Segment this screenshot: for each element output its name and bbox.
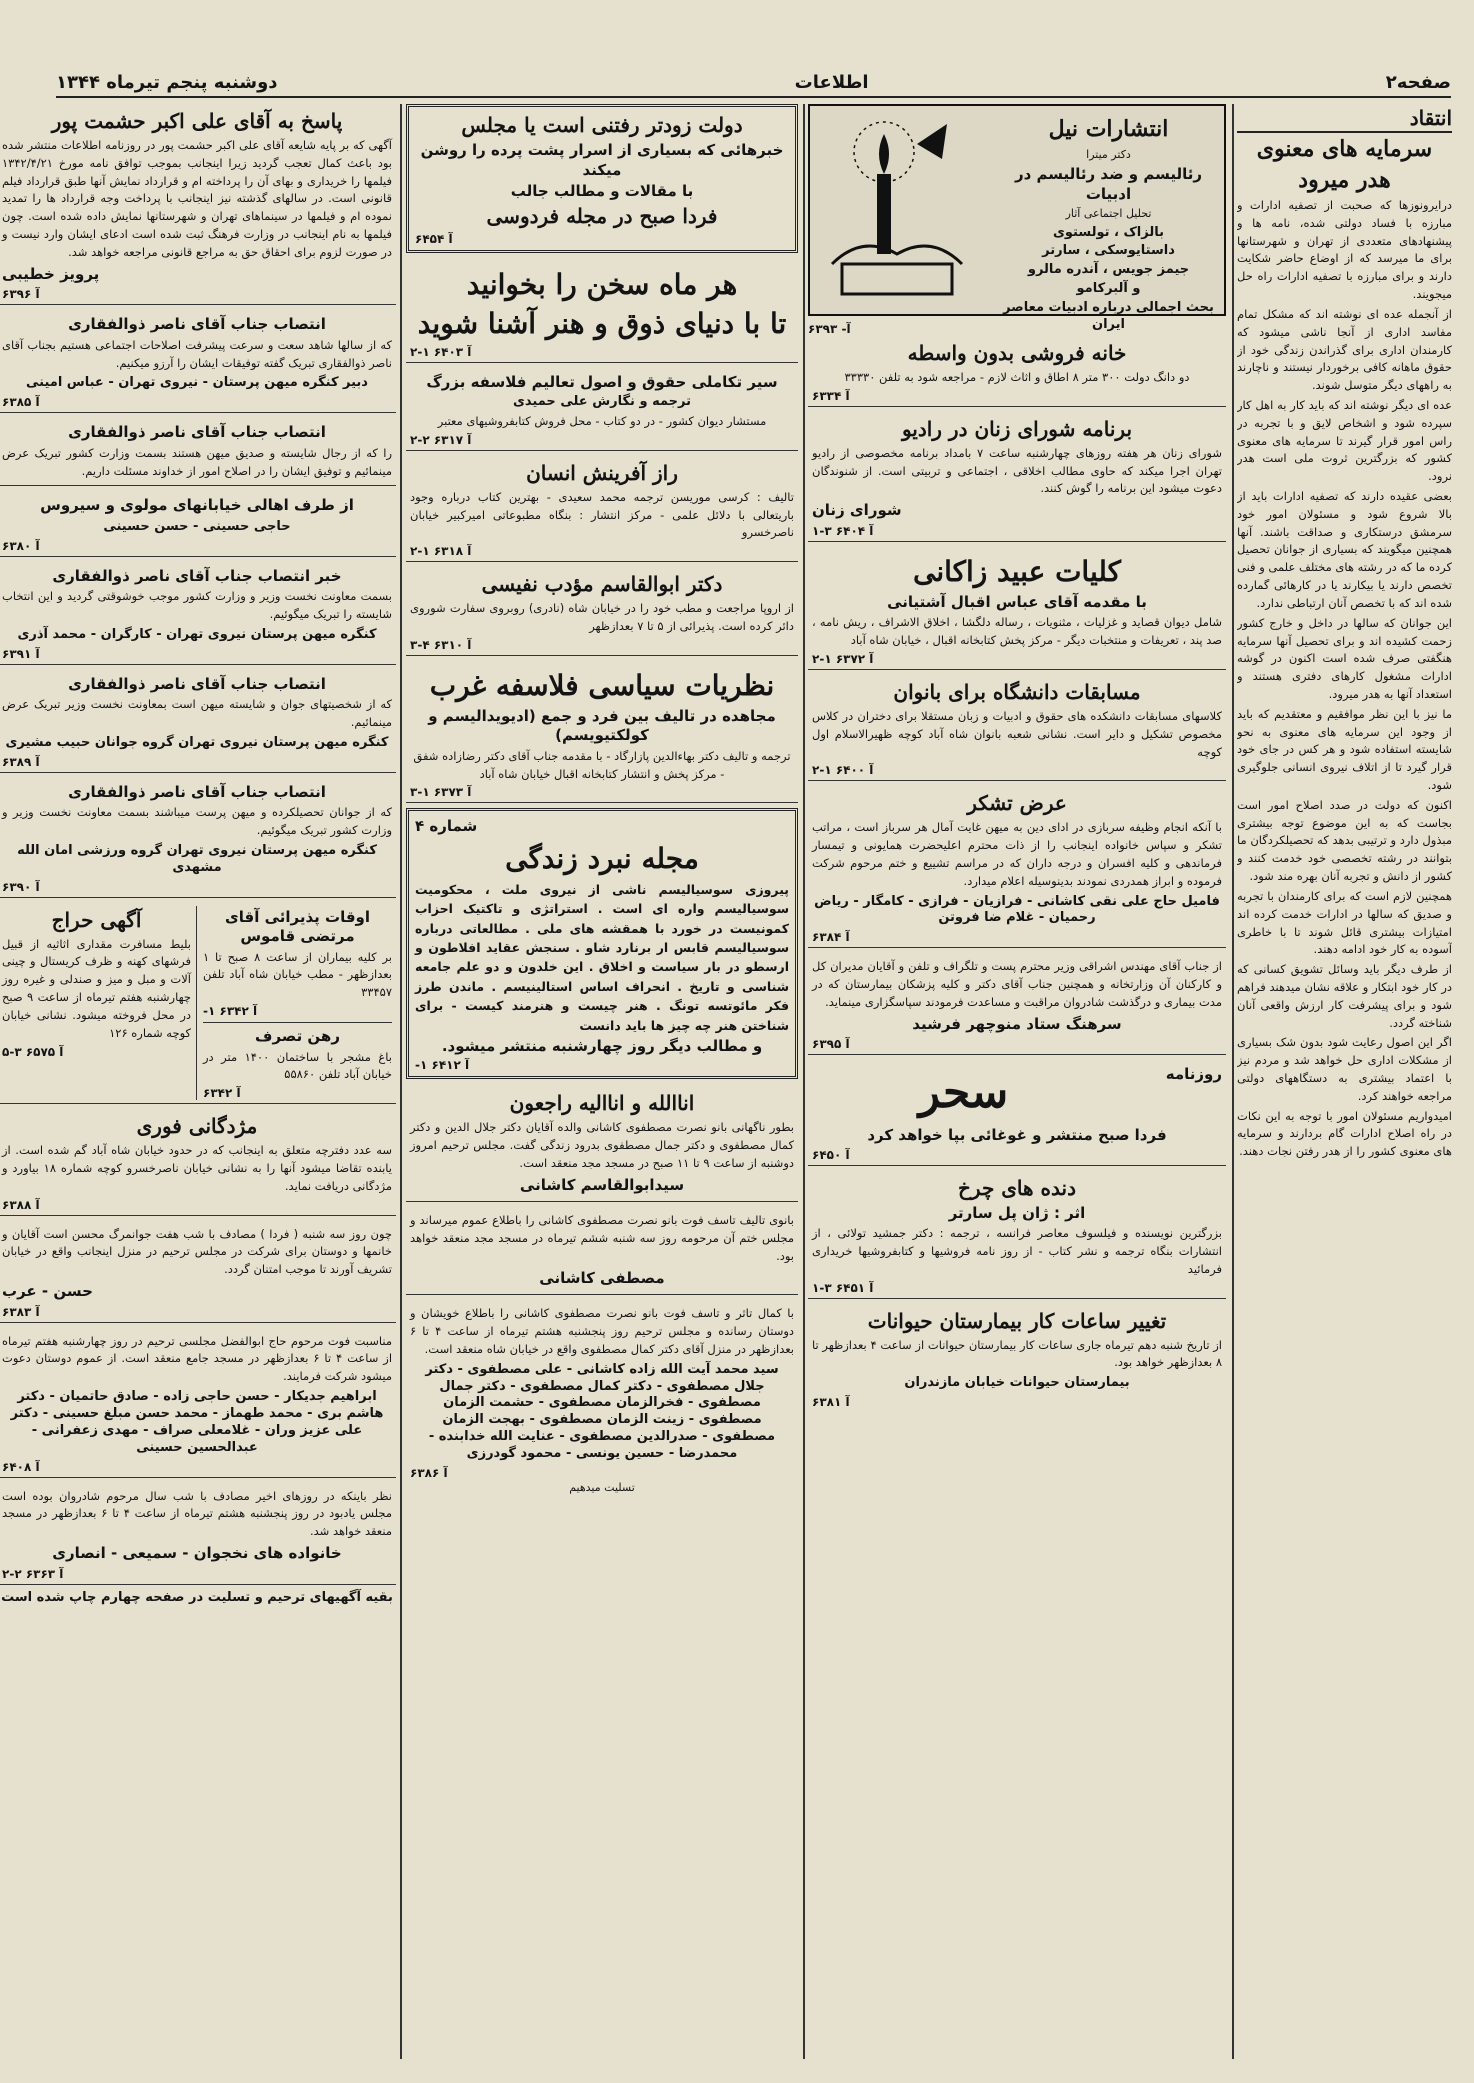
ad-code: آ ۶۳۶۳ ۲-۲	[2, 1566, 64, 1581]
article-paragraph: درایرونوزها که صحبت از تصفیه ادارات و مبارزه با فساد دولتی شده، نامه ها و پیشنهادهای متعددی از تهران و شهرستانها برای ما میرسد که از اوضاع حاضر شکایت دارند و برای مبارزه با تصفیه ادارات راه حل میجویند.	[1237, 198, 1452, 302]
ad-zoo-title: تغییر ساعات کار بیمارستان حیوانات	[867, 1308, 1167, 1333]
column-ads-3	[406, 104, 798, 2059]
obit3-foot: تسلیت میدهیم	[569, 1481, 635, 1495]
ad-code: آ ۶۴۱۲ ۱-	[415, 1058, 470, 1073]
obit3-text: با کمال تاثر و تاسف فوت بانو نصرت مصطفوی کاشانی را باطلاع خویشان و دوستان رسانده و مجلس ترحیم روز پنجشنبه هشتم تیرماه از ساعت ۴ تا ۶ بعدازظهر در منزل آقای دکتر کمال مصطفوی واقع در خیابان شاه منعقد است.	[410, 1306, 795, 1356]
rent-text: باغ مشجر با ساختمان ۱۴۰۰ متر در خیابان آباد تلفن ۵۵۸۶۰	[203, 1049, 392, 1082]
ad-a3-sub: ترجمه و نگارش علی حمیدی	[512, 394, 692, 409]
rent-title: رهن تصرف	[255, 1027, 340, 1046]
ad-neel-book: رئالیسم و ضد رئالیسم در ادبیات	[1014, 165, 1203, 203]
reply-sign: پرویز خطیبی	[2, 264, 100, 283]
auction-text: بلیط مسافرت مقداری اثاثیه از قبیل فرشهای کهنه و ظرف کریستال و چینی آلات و مبل و میز و صندلی و غیره روز چهارشنبه هفتم تیرماه از ساعت ۹ صبح در محل فروخته میشود. نشانی خیابان کوچه شماره ۱۲۶	[2, 936, 191, 1040]
ad-code: آ ۶۳۹۰	[2, 879, 40, 894]
article-paragraph: همچنین لازم است که برای کارمندان با تجربه و صدیق که سالها در ادارات خدمت کرده اند امتیازات بیشتری قائل شوند تا با خاطری آسوده به کار خود ادامه دهند.	[1237, 888, 1452, 957]
ad-code: آ ۶۴۵۴	[415, 231, 453, 246]
congrats-text: که از سالها شاهد سعت و سرعت پیشرفت اصلاحات اجتماعی هستیم بجناب آقای ناصر ذوالفقاری تبریک گفته توفیقات ایشان را آرزو میکنیم.	[2, 337, 392, 370]
ad-sokhan-magazine	[406, 260, 798, 363]
column-critique	[1237, 104, 1452, 2059]
fouri-text: سه عدد دفترچه متعلق به اینجانب که در حدود خیابان شاه آباد گم شده است. از یابنده تقاضا میشود آنها را به نشانی خیابان ناصرخسرو کوچه شماره ۱۸ بیاورد و مژدگانی دریافت نماید.	[2, 1143, 392, 1193]
ad-a2-title: هر ماه سخن را بخوانید	[466, 267, 738, 301]
ad-code: آ ۶۵۷۵ ۳-۵	[2, 1044, 64, 1059]
ad-house-sale	[808, 336, 1226, 407]
obit1-sign: سیدابوالقاسم کاشانی	[519, 1175, 685, 1194]
congrats-text: بسمت معاونت نخست وزیر و وزارت کشور موجب خوشوقتی گردید و این انتخاب شایسته را تبریک میگوئیم.	[2, 589, 392, 622]
ad-neel-desc: تحلیل اجتماعی آثار	[1065, 207, 1152, 220]
ad-a2-line: تا با دنیای ذوق و هنر آشنا شوید	[417, 306, 787, 340]
ad-a1-title: دولت زودتر رفتنی است یا مجلس	[461, 113, 743, 137]
ad-political-theories	[406, 661, 798, 804]
newspaper-name: اطلاعات	[794, 71, 869, 93]
ad-a6-title: نظریات سیاسی فلاسفه غرب	[429, 668, 775, 702]
auction-title: آگهی حراج	[51, 907, 142, 932]
ad-a1-line: با مقالات و مطالب جالب	[510, 182, 694, 200]
ad-code: آ ۶۴۰۴ ۳-۱	[812, 523, 874, 538]
ad-thanks-second	[808, 953, 1226, 1055]
congrats-title: از طرف اهالی خیابانهای مولوی و سیروس	[40, 496, 354, 515]
page-number: صفحه۲	[1385, 71, 1451, 93]
issue-date: دوشنبه پنجم تیرماه ۱۳۴۴	[56, 71, 278, 93]
ad-radio-sign: شورای زنان	[812, 501, 902, 520]
ad-memorial-invite	[0, 1221, 396, 1323]
obituary-majlesi	[0, 1328, 396, 1478]
ad-neel-author: دکتر میترا	[1086, 147, 1131, 161]
ad-wheel-title: دنده های چرخ	[958, 1175, 1076, 1200]
page-footer-note: بقیه آگهیهای ترحیم و تسلیت در صفحه چهارم چاپ شده است	[1, 1589, 393, 1605]
article-paragraph: عده ای دیگر نوشته اند که باید کار به اهل کار سپرده شود و اشخاص لایق و با تجربه در راس امور قرار گیرند تا سرمایه های معنوی کشور که بزرگترین ثروت ملی است هدر نرود.	[1237, 397, 1452, 484]
ad-neel-name: جیمز جویس ، آندره مالرو	[1027, 262, 1190, 278]
obituary-anniversary	[0, 1483, 396, 1585]
office-text: بر کلیه بیماران از ساعت ۸ صبح تا ۱ بعدازظهر - مطب خیابان شاه آباد تلفن ۳۳۴۵۷	[203, 949, 392, 1000]
fouri-title: مژدگانی فوری	[136, 1114, 258, 1139]
congrats-title: خبر انتصاب جناب آقای ناصر ذوالفقاری	[52, 566, 342, 585]
ad-code: آ ۶۴۰۰ ۱-۲	[812, 763, 874, 778]
column-ads-4	[0, 104, 396, 2059]
obituary-mostafavi	[406, 1086, 798, 1202]
ad-house-title: خانه فروشی بدون واسطه	[907, 341, 1127, 365]
ad-neel-text	[1001, 114, 1216, 336]
obit-anniv-sign: خانواده های نخجوان - سمیعی - انصاری	[52, 1544, 342, 1563]
ad-code: آ ۶۳۷۳ ۱-۳	[410, 785, 472, 800]
ad-sahar-newspaper	[808, 1060, 1226, 1165]
ad-code: آ ۶۳۳۴	[812, 388, 850, 403]
ad-thanks-text: با آنکه انجام وظیفه سربازی در ادای دین به میهن غایت آمال هر سرباز است ، مراتب تشکر و سپاس خانواده اینجانب را از ذات محترم اعلیحضرت همایونی و تیمسار فرماندهی و کلیه افسران و درجه داران که در مراسم تشییع و ختم مرحوم شرکت فرموده و ابراز همدردی نمودند بدینوسیله اعلام میدارد.	[812, 820, 1222, 888]
article-paragraph: از طرف دیگر باید وسائل تشویق کسانی که در کار خود ابتکار و علاقه نشان میدهند فراهم شود و برای پیشرفت کار ارزش واقعی آنان شناخته گردد.	[1237, 962, 1452, 1030]
woodpecker-candle-illustration	[822, 114, 972, 304]
ad-wheel-book	[808, 1171, 1226, 1299]
ad-code: آ ۶۳۸۴	[812, 930, 850, 945]
ad-code: آ ۶۳۱۸ ۱-۲	[410, 544, 472, 559]
ad-code: آ ۶۳۹۱	[2, 646, 40, 661]
article-paragraph: از آنجمله عده ای نوشته اند که مشکل تمام مفاسد اداری از آنجا ناشی میشود که کارمندان اداری برای گذراندن زندگی خود از حقوق ماهانه کافی برخوردار نیستند و ناچارند به راههای دیگر متوسل شوند.	[1237, 306, 1452, 393]
ad-zoo-text: از تاریخ شنبه دهم تیرماه جاری ساعات کار بیمارستان حیوانات از ساعت ۴ بعدازظهر تا ۸ بعدازظهر خواهد بود.	[812, 1337, 1222, 1370]
ad-zoo-sign: بیمارستان حیوانات خیابان مازندران	[904, 1375, 1130, 1391]
memorial-sign: حسن - عرب	[2, 1282, 93, 1301]
ad-code: آ ۶۴۰۳ ۱-۲	[410, 344, 472, 359]
congrats-4	[0, 562, 396, 665]
ad-thanks	[808, 786, 1226, 948]
reply-notice	[0, 104, 396, 305]
ad-house-text: دو دانگ دولت ۳۰۰ متر ۸ اطاق و اثاث لازم - مراجعه شود به تلفن ۳۳۳۳۰	[844, 370, 1190, 384]
ad-code: آ ۶۳۸۰	[2, 538, 40, 553]
ad-code: آ ۶۳۹۶	[2, 287, 40, 302]
ad-university	[808, 675, 1226, 781]
ad-zoo-hospital	[808, 1304, 1226, 1413]
ad-a1-line: فردا صبح در مجله فردوسی	[486, 203, 718, 228]
congrats-5	[0, 670, 396, 773]
ad-sahar-label: روزنامه	[1165, 1065, 1222, 1084]
ad-a6-text: ترجمه و تالیف دکتر بهاءالدین پازارگاد - با مقدمه جناب آقای دکتر رضازاده شفق - مرکز پخش و انتشار کتابخانه اقبال خیابان شاه آباد	[413, 748, 791, 781]
ad-a7-number: شماره ۴	[415, 817, 478, 836]
obit3-names: سید محمد آیت الله زاده کاشانی - علی مصطفوی - دکتر جلال مصطفوی - دکتر کمال مصطفوی - دکتر جمال مصطفوی - فخرالزمان مصطفوی - حشمت الزمان مصطفوی - زینت الزمان مصطفوی - بهجت الزمان مصطفوی - صدرالدین مصطفوی - عنایت الله خدابنده - محمدرضا - حسین یونسی - محمود گودرزی	[425, 1361, 779, 1462]
ad-radio-text: شورای زنان هر هفته روزهای چهارشنبه ساعت ۷ بامداد برنامه مخصوصی از رادیو تهران اجرا میکند که حاوی مطالب اخلاقی ، اجتماعی و تربیتی است. از شنوندگان دعوت میشود این برنامه را گوش کنند.	[812, 445, 1222, 496]
ad-uni-title: مسابقات دانشگاه برای بانوان	[893, 679, 1141, 704]
congrats-sign: کنگره میهن پرستان نیروی تهران - کارگران - محمد آذری	[17, 626, 377, 642]
ad-radio-title: برنامه شورای زنان در رادیو	[901, 416, 1133, 441]
ad-neel-extra: بحث اجمالی درباره ادبیات معاصر ایران	[1003, 300, 1214, 332]
obit-majlesi-names: ابراهیم جدیکار - حسن حاجی زاده - صادق حاتمیان - دکتر هاشم بری - محمد طهماز - محمد حسن مبلغ حسینی - دکتر علی عزیز وران - غلامعلی صراف - مهدی زعفرانی - عبدالحسین حسینی	[10, 1389, 384, 1455]
divider	[203, 1022, 392, 1023]
column-rule	[803, 104, 805, 2059]
obit1-title: اناالله و انااليه راجعون	[509, 1091, 695, 1116]
obituary-mostafavi-3	[406, 1300, 798, 1499]
ad-obeyd-text: شامل دیوان قصاید و غزلیات ، مثنویات ، رساله دلگشا ، اخلاق الاشراف ، ریش نامه ، صد پند ، تعریفات و منتخبات دیگر - مرکز پخش کتابخانه اقبال ، خیابان شاه آباد	[812, 615, 1222, 648]
page-header	[56, 68, 1451, 98]
ad-radio-program	[808, 412, 1226, 542]
ad-thanks-title: عرض تشکر	[967, 791, 1067, 816]
headline: سرمایه های معنوی	[1256, 136, 1433, 162]
article-paragraph: امیدواریم مسئولان امور با توجه به این نکات در راه اصلاح ادارات گام بردارند و سرمایه های معنوی کشور را از هدر رفتن نجات دهند.	[1237, 1108, 1452, 1159]
ad-code: آ ۶۴۵۱ ۳-۱	[812, 1280, 874, 1295]
obit-majlesi-text: مناسبت فوت مرحوم حاج ابوالفضل مجلسی ترحیم در روز چهارشنبه هفتم تیرماه از ساعت ۴ تا ۶ بعدازظهر در مسجد جامع منعقد است. از عموم دوستان دعوت میشود شرکت فرمایند.	[2, 1333, 393, 1384]
congrats-2	[0, 418, 396, 486]
ad-sahar-title: سحر	[918, 1067, 1009, 1119]
ad-sahar-head	[812, 1063, 1222, 1124]
ad-code: آ ۶۳۴۲	[203, 1086, 241, 1101]
ad-a7-foot: و مطالب دیگر روز چهارشنبه منتشر میشود.	[441, 1036, 763, 1055]
congrats-3	[0, 491, 396, 556]
congrats-text: که از شخصیتهای جوان و شایسته میهن است بمعاونت نخست وزیر تبریک عرض مینمائیم.	[2, 697, 392, 730]
congrats-1	[0, 310, 396, 413]
ad-code: آ ۶۳۸۹	[2, 754, 40, 769]
ad-thanks-family: فامیل حاج علی نقی کاشانی - فرازیان - فرازی - کامگار - ریاض رحمیان - غلام ضا فروتن	[814, 893, 1220, 926]
obit-anniv-text: نظر باینکه در روزهای اخیر مصادف با شب سال مرحوم شادروان بوده است مجلس یادبود در روز پنجشنبه هشتم تیرماه از ساعت ۴ تا ۶ بعدازظهر در مسجد منعقد خواهد شد.	[2, 1488, 393, 1539]
ad-a7-text: پیروزی سوسیالیسم ناشی از نیروی ملت ، محکومیت سوسیالیسم واره ای است . استراتژی و تاکتیک احزاب کمونیست در خورد با همقشه های ملی . مطالعاتی درباره سوسیالیسم قابس ار برنارد شاو . سنجش عقاید افلاطون و ارسطو در بار سیاست و اخلاق . این خلدون و دو علم جامعه شناسی و تاریخ . انحراف اساس استالینیسم . ماندن طرز فکر مائوتسه تونگ . هنر چیست و هنرمند کیست - برای شناختن هنر چه چیز ها باید دانست	[415, 881, 789, 1033]
congrats-sign: کنگره میهن پرستان نیروی تهران گروه جوانان حبیب مشیری	[5, 734, 389, 750]
memorial-text: چون روز سه شنبه ( فردا ) مصادف با شب هفت جوانمرگ محسن است آقایان و خانمها و دوستان برای شرکت در مجلس ترحیم در منزل اینجانب واقع در خیابان تشریف آورند تا موجب امتنان گردد.	[2, 1226, 392, 1277]
ad-code: آ ۶۳۹۵	[812, 1037, 850, 1052]
ad-law-book	[406, 368, 798, 451]
ad-obeyd-title: کلیات عبید زاکانی	[912, 554, 1122, 588]
ad-code: آ ۶۳۴۲ ۱-	[203, 1004, 258, 1019]
article-paragraph: این جوانان که سالها در داخل و خارج کشور زحمت کشیده اند و برای تحصیل آنها سرمایه هنگفتی صرف شده است اکنون در گوشه ادارات مشغول کارهای دفتری هستند و استعداد آنها به هدر میرود.	[1237, 615, 1452, 701]
congrats-title: انتصاب جناب آقای ناصر ذوالفقاری	[68, 423, 326, 442]
ad-a7-title: مجله نبرد زندگی	[505, 841, 699, 875]
ad-thanks2-text: از جناب آقای مهندس اشراقی وزیر محترم پست و تلگراف و تلفن و آقایان مدیران کل و کارکنان آن وزارتخانه و همچنین جناب آقای دکتر و کلیه پزشکان بیمارستان که در مدت بیماری و درگذشت شادروان مراقبت و مساعدت فرمودند سپاسگزاری مینماید.	[812, 959, 1222, 1009]
reply-title: پاسخ به آقای علی اکبر حشمت پور	[51, 109, 343, 133]
article-paragraph: اکنون که دولت در صدد اصلاح امور است بجاست که به این موضوع توجه بیشتری مبذول دارد و ترتیبی بدهد که تحصیلکردگان ما بتوانند در رشته تخصصی خود خدمت کنند و کشور از دانش و تجربه آنان بهره مند شود.	[1237, 797, 1452, 884]
congrats-title: انتصاب جناب آقای ناصر ذوالفقاری	[68, 782, 326, 801]
ad-human-creation	[406, 456, 798, 562]
ad-code: آ ۶۳۸۱	[812, 1395, 850, 1410]
ad-code: آ ۶۳۸۸	[2, 1197, 40, 1212]
ad-a5-text: از اروپا مراجعت و مطب خود را در خیابان شاه (نادری) روبروی سفارت شوروی دائر کرده است. پذیرائی از ۵ تا ۷ بعدازظهر	[410, 601, 794, 633]
office-title: اوقات پذیرائی آقای مرتضی قاموس	[225, 907, 370, 946]
ad-sahar-text: فردا صبح منتشر و غوغائی بپا خواهد کرد	[867, 1126, 1167, 1145]
column-rule	[400, 104, 402, 2059]
congrats-sign: دبیر کنگره میهن پرستان - نیروی تهران - عباس امینی	[26, 375, 368, 391]
reply-text: آگهی که بر پایه شایعه آقای علی اکبر حشمت پور در روزنامه اطلاعات منتشر شده بود باعث کمال تعجب گردید زیرا اینجانب بموجب توافق نامه مورخ ۱۳۴۲/۴/۲۱ فیلمها را خریداری و بهای آن را پرداخته ام و قرارداد نمایش آنها طبق قرارداد فیلم قانونی است. در سالهای گذشته نیز اینجانب با پرداخت وجه قرارداد ها را تمدید نموده ام و فیلمها در سینماهای تهران و شهرستانها نمایش داده شده است. چون فیلمها به نام اینجانب در وزارت فرهنگ ثبت شده است ادعای ایشان وارد نیست و در صورت لزوم برای احقاق حق به مراجع قانونی مراجعه خواهد شد.	[2, 138, 392, 259]
ad-wheel-author: اثر : ژان پل سارتر	[948, 1203, 1086, 1222]
ad-doctor-nafisi	[406, 567, 798, 656]
ad-lost-reward	[0, 1109, 396, 1215]
section-title: انتقاد	[1237, 106, 1452, 133]
ad-code: آ- ۶۳۹۳	[808, 322, 851, 336]
small-ads-row	[0, 903, 396, 1105]
ad-a4-text: تالیف : کرسی موریسن ترجمه محمد سعیدی - بهترین کتاب درباره وجود باریتعالی با دلائل علمی - مرکز انتشار : بنگاه مطبوعاتی امیرکبیر خیابان ناصرخسرو	[410, 489, 794, 540]
ad-code: آ ۶۴۰۸	[2, 1459, 40, 1474]
ad-nabard-magazine	[406, 808, 798, 1079]
ad-a5-title: دکتر ابوالقاسم مؤدب نفیسی	[481, 572, 723, 597]
article-paragraph: بعضی عقیده دارند که تصفیه ادارات باید از بالا شروع شود و مسئولان امور خود سرمشق درستکاری و صداقت باشند. آنها همچنین میگویند که بسیاری از جوانان تحصیل کرده ما که در رشته های مختلف علمی و فنی تخصص دارند یا بیکارند یا در کارهائی گمارده شده اند که با تخصص آنان ارتباطی ندارد.	[1237, 489, 1452, 610]
congrats-text: را که از رجال شایسته و صدیق میهن هستند بسمت وزارت کشور تبریک عرض مینمائیم و توفیق ایشان را در اصلاح امور از خداوند مسئلت داریم.	[2, 445, 392, 478]
article-paragraph: اگر این اصول رعایت شود بدون شک بسیاری از مشکلات اداری حل خواهد شد و مردم نیز با اعتماد بیشتری به دستگاههای دولتی مراجعه خواهند کرد.	[1237, 1035, 1452, 1103]
ad-wheel-text: بزرگترین نویسنده و فیلسوف معاصر فرانسه ، ترجمه : دکتر جمشید تولائی ، از انتشارات بنگاه ترجمه و نشر کتاب - از روز نامه فروشیها و کتابفروشیها خریداری فرمائید	[812, 1226, 1222, 1276]
obit2-text: بانوی تالیف تاسف فوت بانو نصرت مصطفوی کاشانی را باطلاع عموم میرساند و مجلس ختم آن مرحومه روز سه شنبه ششم تیرماه در مسجد مجد منعقد خواهد بود.	[410, 1213, 794, 1263]
ad-neel-title: انتشارات نیل	[1048, 116, 1169, 142]
headline-second-line: هدر میرود	[1298, 166, 1391, 193]
ad-a3-text: مستشار دیوان کشور - در دو کتاب - محل فروش کتابفروشیهای معتبر	[437, 413, 767, 428]
ad-obeyd-sub: با مقدمه آقای عباس اقبال آشتیانی	[887, 592, 1147, 611]
ad-neel-name: و آلبرکامو	[1076, 281, 1141, 297]
ad-obeyd-zakani	[808, 547, 1226, 670]
ad-neel-name: بالزاک ، تولستوی	[1052, 224, 1164, 240]
ad-a1-line: خبرهائی که بسیاری از اسرار پشت پرده را روشن میکند	[420, 141, 784, 179]
ad-a6-sub: مجاهده در تالیف بین فرد و جمع (ادیویدالیسم و کولکتیویسم)	[428, 706, 776, 745]
ad-thanks2-sign: سرهنگ ستاد منوچهر فرشید	[912, 1014, 1122, 1033]
congrats-6	[0, 778, 396, 898]
ad-neel-name: داستایوسکی ، سارتر	[1042, 243, 1175, 259]
ad-auction	[2, 906, 197, 1101]
ad-code: آ ۶۳۷۲ ۱-۲	[812, 651, 874, 666]
article-paragraph: ما نیز با این نظر موافقیم و معتقدیم که باید از وجود این سرمایه های معنوی به نحو شایسته استفاده شود و هر کس در جای خود قرار گیرد تا از اتلاف نیروی انسانی جلوگیری شود.	[1237, 706, 1452, 792]
ad-office-hours	[203, 906, 392, 1101]
ad-uni-text: کلاسهای مسابقات دانشکده های حقوق و ادبیات و زبان مستقلا برای دختران در کلاس مخصوص تشکیل و دایر است. نشانی شعبه بانوان شاه آباد کوچه ظهیرالاسلام اول کوچه	[812, 708, 1222, 759]
obit2-sign: مصطفی کاشانی	[539, 1268, 665, 1287]
ad-code: آ ۶۳۱۰ ۴-۳	[410, 637, 472, 652]
ad-code: آ ۶۳۸۶	[410, 1466, 448, 1481]
column-rule	[1232, 104, 1234, 2059]
congrats-title: انتصاب جناب آقای ناصر ذوالفقاری	[68, 315, 326, 334]
congrats-text: که از جوانان تحصیلکرده و میهن پرست میباشند بسمت معاونت نخست وزیر و وزارت کشور تبریک میگوئیم.	[2, 805, 392, 838]
ad-ferdowsi-magazine	[406, 104, 798, 253]
obituary-mostafavi-2	[406, 1207, 798, 1295]
ad-code: آ ۶۳۸۵	[2, 395, 40, 410]
congrats-sign: کنگره میهن پرستان نیروی تهران گروه ورزشی امان الله مشهدی	[17, 842, 377, 875]
ad-a4-title: راز آفرینش انسان	[526, 460, 678, 485]
ad-code: آ ۶۳۸۳	[2, 1304, 40, 1319]
ad-code: آ ۶۳۱۷ ۲-۲	[410, 432, 472, 447]
congrats-title: انتصاب جناب آقای ناصر ذوالفقاری	[68, 674, 326, 693]
obit1-text: بطور ناگهانی بانو نصرت مصطفوی کاشانی والده آقایان دکتر جلال الدین و دکتر کمال مصطفوی و دکتر جمال مصطفوی بدرود زندگی گفت. مجلس ترحیم امروز دوشنبه از ساعت ۹ تا ۱۱ صبح در مسجد مجد منعقد است.	[410, 1120, 794, 1171]
ad-a3-title: سیر تکاملی حقوق و اصول تعالیم فلاسفه بزرگ	[426, 372, 778, 391]
column-ads-2	[808, 104, 1226, 2059]
congrats-sign: حاجی حسینی - حسن حسینی	[103, 518, 291, 534]
ad-code: آ ۶۴۵۰	[812, 1147, 850, 1162]
